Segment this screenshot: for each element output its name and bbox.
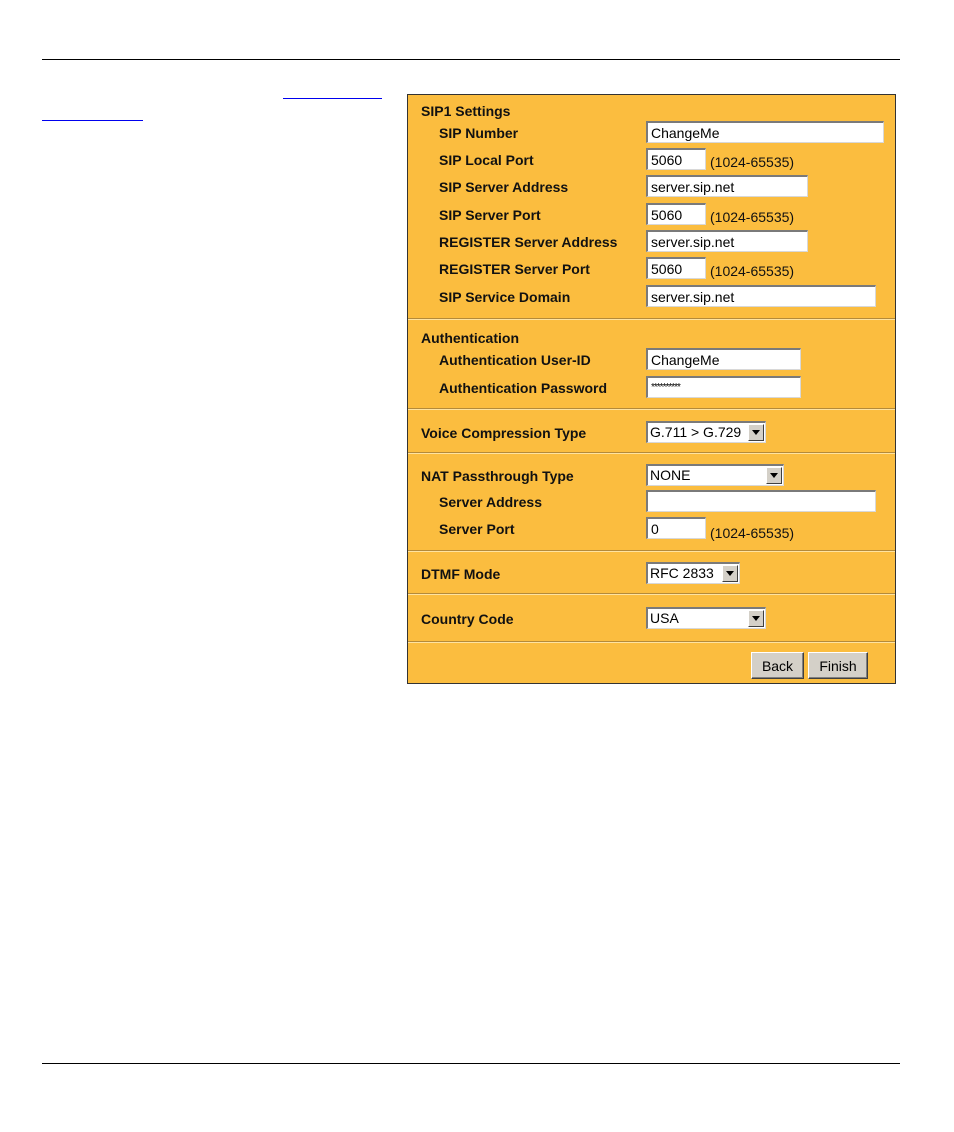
auth-user-id-input[interactable]: [646, 348, 801, 370]
country-code-value: USA: [650, 610, 679, 626]
section-divider: [408, 641, 895, 642]
chevron-down-icon[interactable]: [748, 610, 764, 627]
nat-server-port-label: Server Port: [439, 521, 515, 537]
nat-server-port-range: (1024-65535): [710, 525, 795, 541]
dtmf-mode-label: DTMF Mode: [421, 566, 501, 582]
section-divider: [408, 550, 895, 551]
register-server-port-range: (1024-65535): [710, 263, 795, 279]
nat-server-port-input[interactable]: [646, 517, 706, 539]
sip-local-port-input[interactable]: [646, 148, 706, 170]
dtmf-mode-select[interactable]: [646, 562, 740, 584]
register-server-port-label: REGISTER Server Port: [439, 261, 590, 277]
country-code-label: Country Code: [421, 611, 514, 627]
sip1-settings-header: SIP1 Settings: [421, 103, 511, 119]
sip-local-port-range: (1024-65535): [710, 154, 795, 170]
dtmf-mode-value: RFC 2833: [650, 565, 714, 581]
section-divider: [408, 452, 895, 453]
sip-number-input[interactable]: [646, 121, 884, 143]
sip-service-domain-input[interactable]: [646, 285, 876, 307]
chevron-down-icon[interactable]: [766, 467, 782, 484]
sip-server-port-label: SIP Server Port: [439, 207, 541, 223]
section-divider: [408, 408, 895, 409]
header-rule: [42, 59, 900, 60]
hyperlink-fragment[interactable]: [283, 90, 382, 99]
country-code-select[interactable]: [646, 607, 766, 629]
sip-local-port-label: SIP Local Port: [439, 152, 534, 168]
register-server-address-label: REGISTER Server Address: [439, 234, 618, 250]
register-server-port-input[interactable]: [646, 257, 706, 279]
sip-server-address-input[interactable]: [646, 175, 808, 197]
chevron-down-icon[interactable]: [722, 565, 738, 582]
auth-user-id-label: Authentication User-ID: [439, 352, 591, 368]
back-button[interactable]: Back: [751, 652, 804, 679]
sip-number-label: SIP Number: [439, 125, 519, 141]
auth-password-input[interactable]: [646, 376, 801, 398]
nat-passthrough-value: NONE: [650, 467, 691, 483]
chevron-down-icon[interactable]: [748, 424, 764, 441]
section-divider: [408, 593, 895, 594]
nat-server-address-label: Server Address: [439, 494, 542, 510]
authentication-header: Authentication: [421, 330, 519, 346]
hyperlink-fragment[interactable]: [42, 112, 143, 121]
auth-password-label: Authentication Password: [439, 380, 608, 396]
sip-server-port-range: (1024-65535): [710, 209, 795, 225]
voice-compression-select[interactable]: [646, 421, 766, 443]
register-server-address-input[interactable]: [646, 230, 808, 252]
finish-button[interactable]: Finish: [808, 652, 868, 679]
voice-compression-value: G.711 > G.729: [650, 424, 742, 440]
nat-passthrough-select[interactable]: [646, 464, 784, 486]
nat-server-address-input[interactable]: [646, 490, 876, 512]
section-divider: [408, 318, 895, 319]
nat-passthrough-label: NAT Passthrough Type: [421, 468, 574, 484]
sip-server-address-label: SIP Server Address: [439, 179, 569, 195]
footer-rule: [42, 1063, 900, 1064]
sip-server-port-input[interactable]: [646, 203, 706, 225]
voice-compression-label: Voice Compression Type: [421, 425, 587, 441]
sip-service-domain-label: SIP Service Domain: [439, 289, 571, 305]
wizard-settings-panel: [407, 94, 896, 684]
